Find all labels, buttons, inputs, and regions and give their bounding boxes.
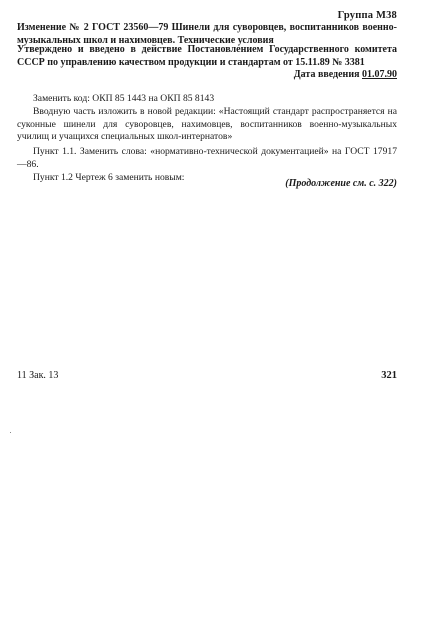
paragraph-clause-1-1: Пункт 1.1. Заменить слова: «нормативно-технической документацией» на ГОСТ 17917—86. [17,146,397,170]
amendment-title: Изменение № 2 ГОСТ 23560—79 Шинели для суворовцев, воспитанников военно-музыкальных школ и нахимовцев. Технические условия [17,22,397,46]
continuation-note: (Продолжение см. с. 322) [285,178,397,189]
paragraph-clause-1-2: Пункт 1.2 Чертеж 6 заменить новым: [33,171,185,183]
paragraph-code-change: Заменить код: ОКП 85 1443 на ОКП 85 8143 [33,93,215,104]
effective-date-value: 01.07.90 [362,69,397,80]
print-order-number: 11 Зак. 13 [17,370,59,381]
scan-speck [10,432,11,433]
effective-date-label: Дата введения [293,69,360,80]
effective-date-line [294,69,397,80]
page-number: 321 [381,370,397,381]
group-code: Группа М38 [337,10,397,21]
amendment-body [17,93,397,185]
approval-statement: Утверждено и введено в действие Постановлением Государственного комитета СССР по управлению качеством продукции и стандартам от 15.11.89 № 3381 [17,44,397,68]
paragraph-introduction: Вводную часть изложить в новой редакции: «Настоящий стандарт распространяется на суконные шинели для суворовцев, нахимовцев, воспитанников военно-музыкальных училищ и учащихся специальных школ-интернатов» [17,105,397,143]
